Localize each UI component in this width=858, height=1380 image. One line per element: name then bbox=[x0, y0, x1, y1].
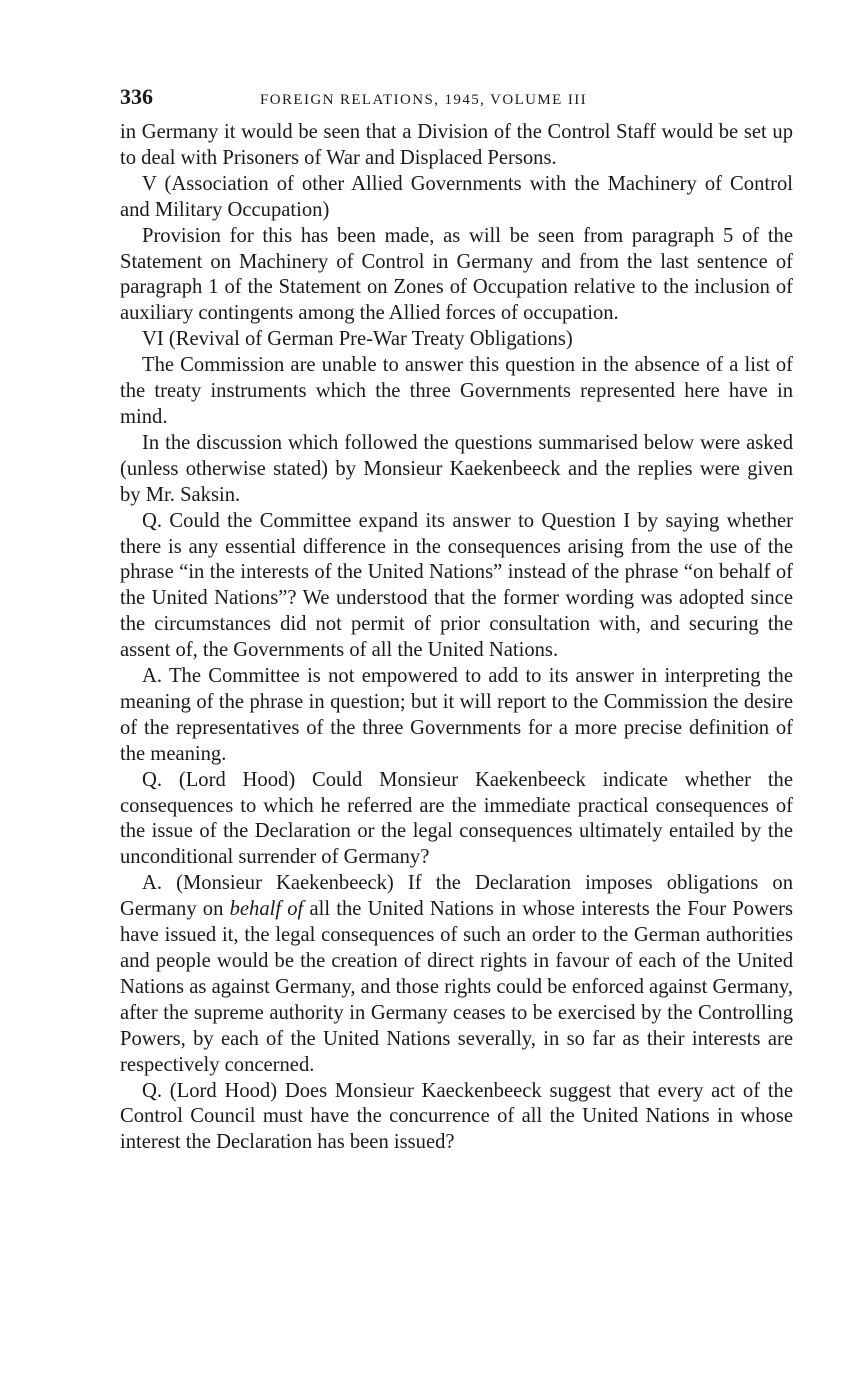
question-paragraph-2: Q. (Lord Hood) Could Monsieur Kaekenbeeck indicate whether the consequences to which he referred are the immediate practical consequences of the issue of the Declaration or the legal consequences ultimately entailed by the unconditional surrender of Germany? bbox=[120, 768, 793, 869]
paragraph-continuation: in Germany it would be seen that a Division of the Control Staff would be set up to deal with Prisoners of War and Displaced Persons. bbox=[120, 121, 793, 169]
body-text bbox=[120, 120, 793, 1156]
italic-phrase: behalf of bbox=[229, 898, 304, 921]
document-page bbox=[120, 84, 793, 1156]
answer-text-end: all the United Nations in whose interests the Four Powers have issued it, the legal consequences of such an order to the German authorities and people would be the creation of direct rights in favour of each of the United Nations as against Germany, and those rights could be enforced against Germany, after the supreme authority in Germany ceases to be exercised by the Controlling Powers, by each of the United Nations severally, in so far as their interests are respectively concerned. bbox=[120, 898, 793, 1076]
answer-paragraph-2 bbox=[120, 871, 793, 1078]
section-heading-vi: VI (Revival of German Pre-War Treaty Obligations) bbox=[142, 328, 573, 351]
answer-text-start: A. (Monsieur Kaekenbeeck) If the Declaration imposes obligations on Germany on bbox=[120, 872, 793, 921]
paragraph-discussion: In the discussion which followed the questions summarised below were asked (unless otherwise stated) by Monsieur Kaekenbeeck and the replies were given by Mr. Saksin. bbox=[120, 431, 793, 506]
paragraph-provision: Provision for this has been made, as will be seen from paragraph 5 of the Statement on Machinery of Control in Germany and from the last sentence of paragraph 1 of the Statement on Zones of Occupation relative to the inclusion of auxiliary contingents among the Allied forces of occupation. bbox=[120, 224, 793, 325]
page-number: 336 bbox=[120, 84, 153, 109]
paragraph-commission: The Commission are unable to answer this question in the absence of a list of the treaty instruments which the three Governments represented here have in mind. bbox=[120, 354, 793, 428]
running-title: FOREIGN RELATIONS, 1945, VOLUME III bbox=[260, 92, 588, 108]
question-paragraph-1: Q. Could the Committee expand its answer to Question I by saying whether there is any essential difference in the consequences arising from the use of the phrase “in the interests of the United Nations” instead of the phrase “on behalf of the United Nations”? We understood that the former wording was adopted since the circumstances did not permit of prior consultation with, and securing the assent of, the Governments of all the United Nations. bbox=[120, 509, 793, 662]
section-heading-v: V (Association of other Allied Governments with the Machinery of Control and Military Occupation) bbox=[120, 172, 793, 221]
answer-paragraph-1: A. The Committee is not empowered to add to its answer in interpreting the meaning of the phrase in question; but it will report to the Commission the desire of the representatives of the three Governments for a more precise definition of the meaning. bbox=[120, 665, 793, 765]
question-paragraph-3: Q. (Lord Hood) Does Monsieur Kaeckenbeeck suggest that every act of the Control Council must have the concurrence of all the United Nations in whose interest the Declaration has been issued? bbox=[120, 1079, 793, 1154]
running-head bbox=[120, 84, 793, 120]
